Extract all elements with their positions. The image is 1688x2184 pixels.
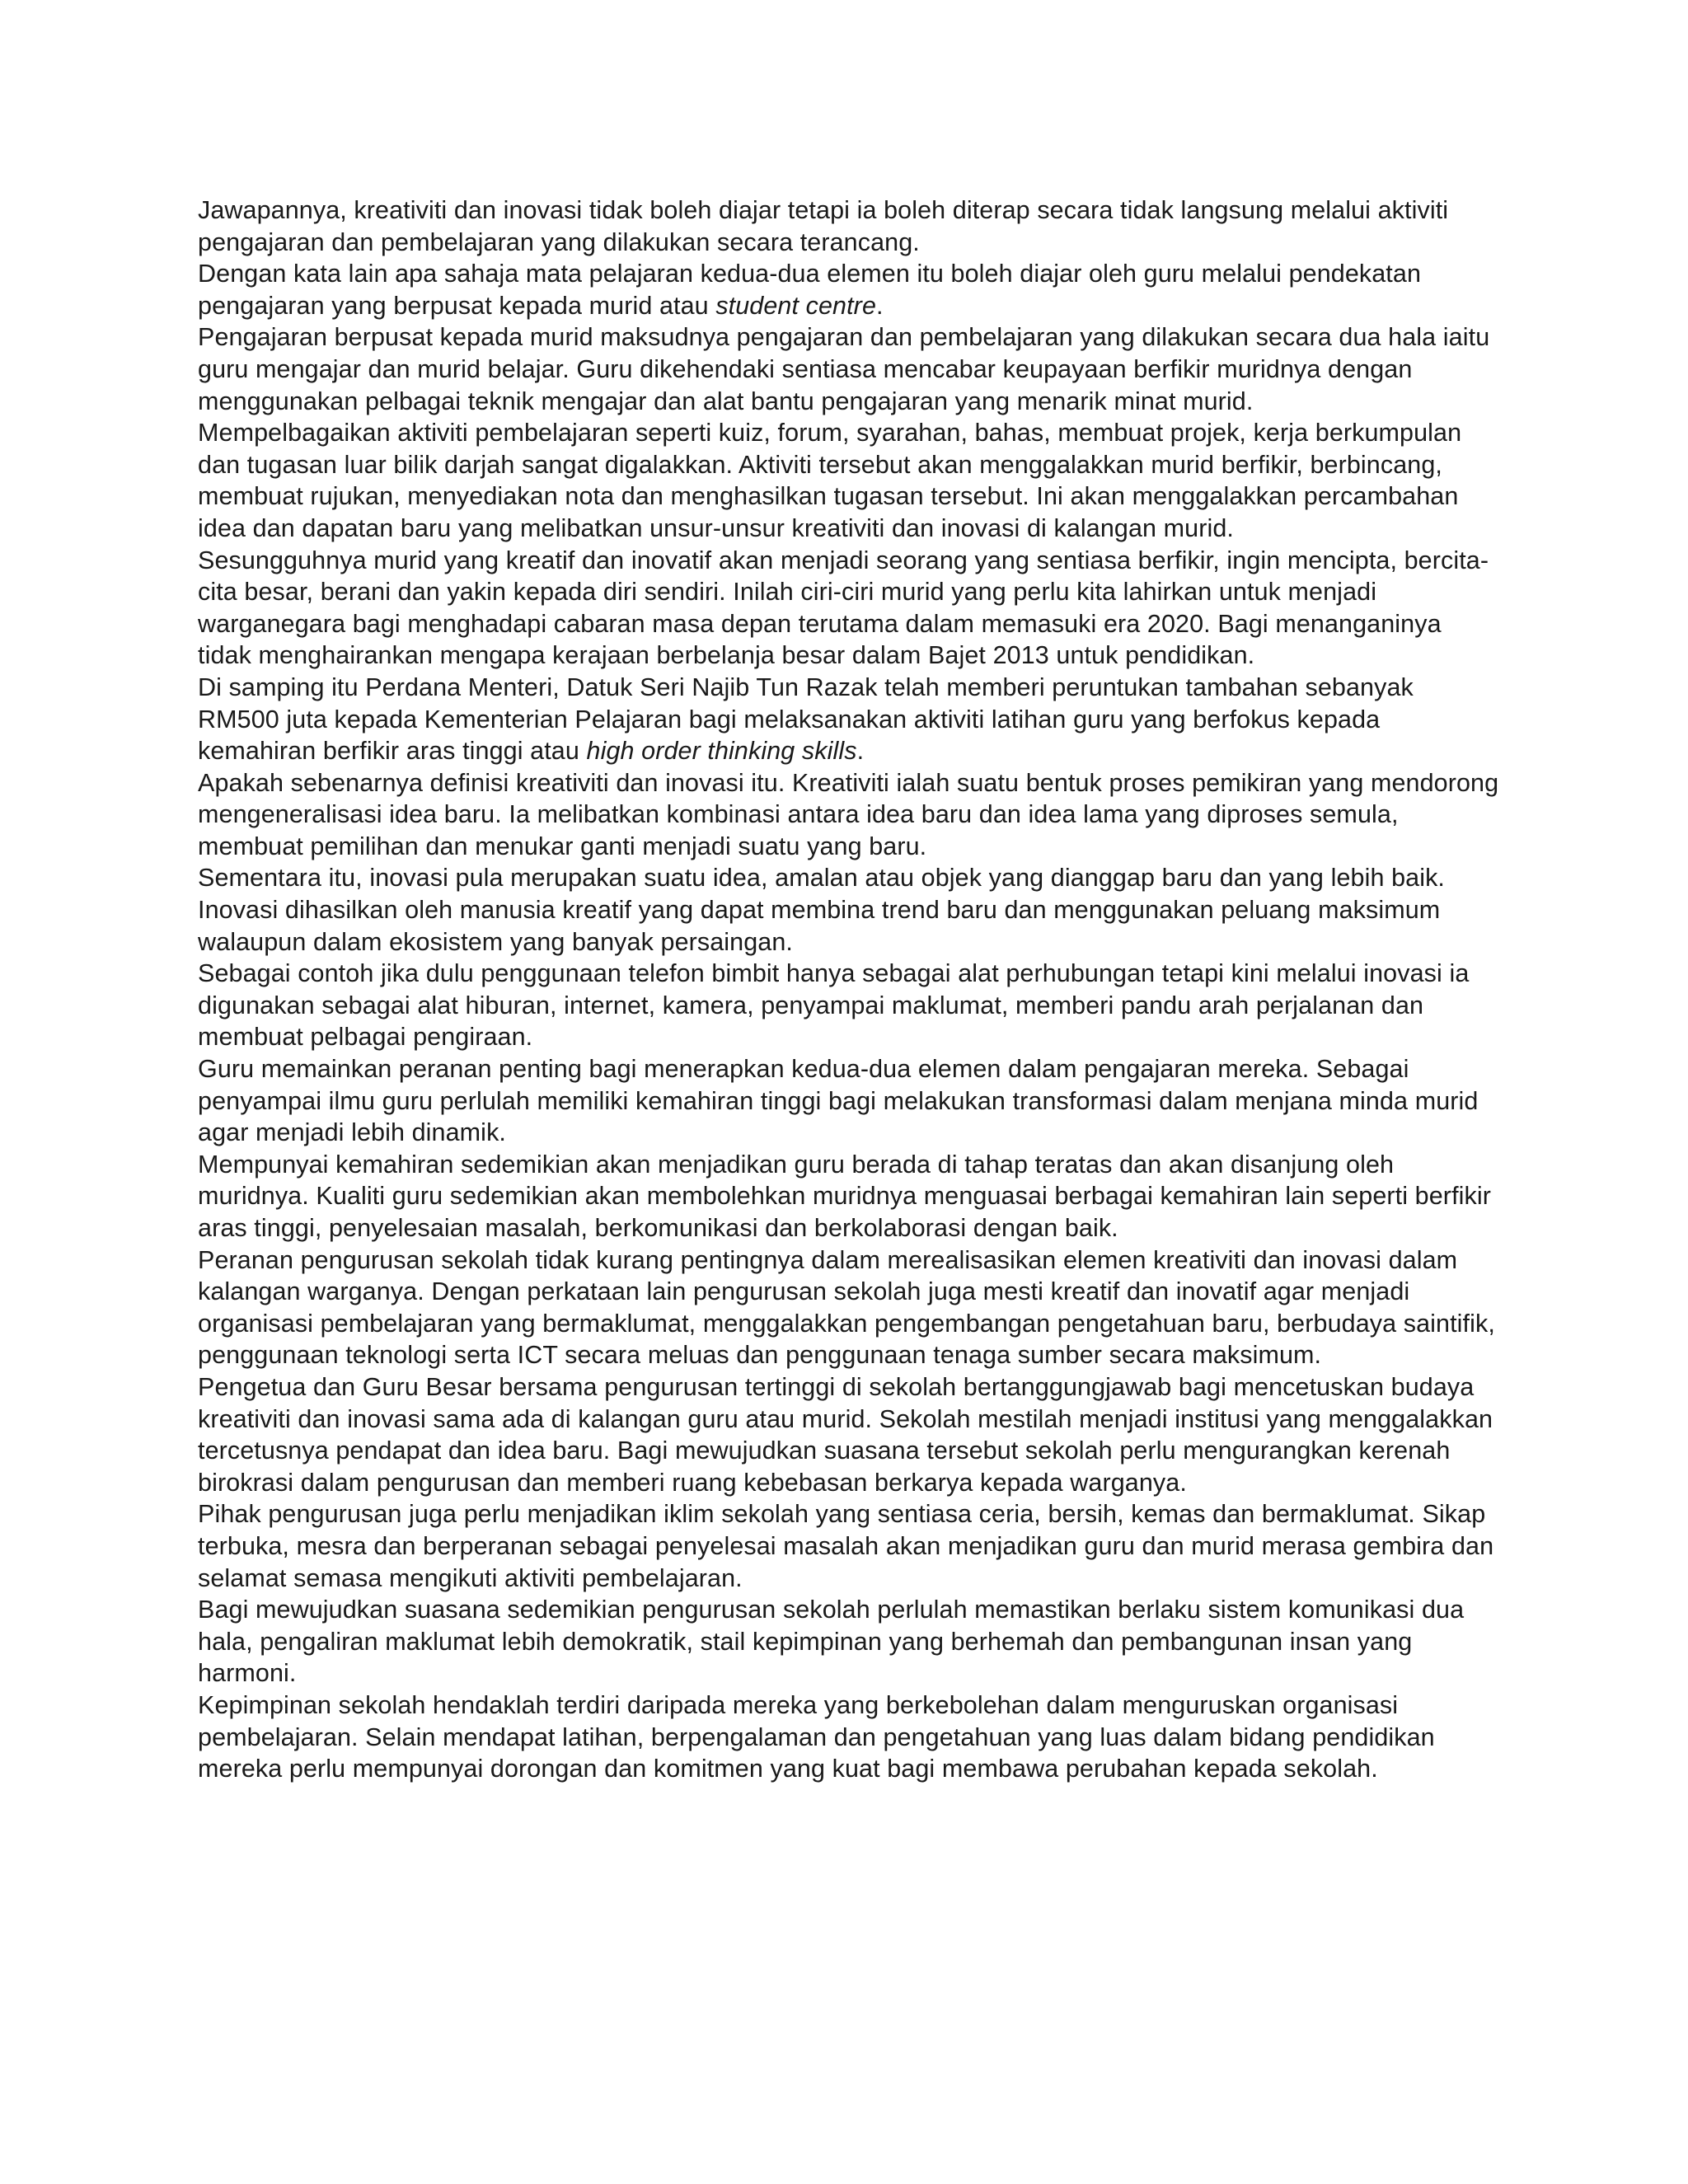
paragraph	[198, 417, 1500, 544]
paragraph-text: Jawapannya, kreativiti dan inovasi tidak boleh diajar tetapi ia boleh diterap secara tidak langsung melalui aktiviti pengajaran dan pembelajaran yang dilakukan secara terancang.	[198, 196, 1449, 256]
paragraph-text: Sementara itu, inovasi pula merupakan suatu idea, amalan atau objek yang dianggap baru dan yang lebih baik. Inovasi dihasilkan oleh manusia kreatif yang dapat membina trend baru dan menggunakan peluang maksimum walaupun dalam ekosistem yang banyak persaingan.	[198, 864, 1446, 956]
paragraph	[198, 958, 1500, 1053]
paragraph-text: Mempelbagaikan aktiviti pembelajaran seperti kuiz, forum, syarahan, bahas, membuat projek, kerja berkumpulan dan tugasan luar bilik darjah sangat digalakkan. Aktiviti tersebut akan menggalakkan murid berfikir, berbincang, membuat rujukan, menyediakan nota dan menghasilkan tugasan tersebut. Ini akan menggalakkan percambahan idea dan dapatan baru yang melibatkan unsur-unsur kreativiti dan inovasi di kalangan murid.	[198, 419, 1462, 542]
paragraph-text: Dengan kata lain apa sahaja mata pelajaran kedua-dua elemen itu boleh diajar oleh guru melalui pendekatan pengajaran yang berpusat kepada murid atau	[198, 260, 1422, 320]
paragraph-text: .	[856, 737, 865, 766]
paragraph	[198, 321, 1500, 417]
paragraph-text: Guru memainkan peranan penting bagi menerapkan kedua-dua elemen dalam pengajaran mereka. Sebagai penyampai ilmu guru perlulah memiliki kemahiran tinggi bagi melakukan transformasi dalam menjana minda murid agar menjadi lebih dinamik.	[198, 1055, 1479, 1147]
document-body	[198, 194, 1500, 1785]
paragraph	[198, 545, 1500, 672]
paragraph	[198, 672, 1500, 767]
paragraph-text: Pengajaran berpusat kepada murid maksudnya pengajaran dan pembelajaran yang dilakukan secara dua hala iaitu guru mengajar dan murid belajar. Guru dikehendaki sentiasa mencabar keupayaan berfikir muridnya dengan menggunakan pelbagai teknik mengajar dan alat bantu pengajaran yang menarik minat murid.	[198, 323, 1490, 415]
paragraph	[198, 194, 1500, 258]
paragraph	[198, 1149, 1500, 1244]
paragraph-text: Pengetua dan Guru Besar bersama pengurusan tertinggi di sekolah bertanggungjawab bagi mencetuskan budaya kreativiti dan inovasi sama ada di kalangan guru atau murid. Sekolah mestilah menjadi institusi yang menggalakkan tercetusnya pendapat dan idea baru. Bagi mewujudkan suasana tersebut sekolah perlu mengurangkan kerenah birokrasi dalam pengurusan dan memberi ruang kebebasan berkarya kepada warganya.	[198, 1372, 1493, 1497]
paragraph-text: Kepimpinan sekolah hendaklah terdiri daripada mereka yang berkebolehan dalam menguruskan organisasi pembelajaran. Selain mendapat latihan, berpengalaman dan pengetahuan yang luas dalam bidang pendidikan mereka perlu mempunyai dorongan dan komitmen yang kuat bagi membawa perubahan kepada sekolah.	[198, 1690, 1435, 1783]
paragraph	[198, 1690, 1500, 1785]
paragraph-text: Bagi mewujudkan suasana sedemikian pengurusan sekolah perlulah memastikan berlaku sistem komunikasi dua hala, pengaliran maklumat lebih demokratik, stail kepimpinan yang berhemah dan pembangunan insan yang harmoni.	[198, 1596, 1465, 1688]
paragraph	[198, 1371, 1500, 1498]
paragraph-italic-text: student centre	[715, 291, 877, 320]
paragraph	[198, 862, 1500, 958]
paragraph	[198, 1594, 1500, 1690]
paragraph-text: Mempunyai kemahiran sedemikian akan menjadikan guru berada di tahap teratas dan akan disanjung oleh muridnya. Kualiti guru sedemikian akan membolehkan muridnya menguasai berbagai kemahiran lain seperti berfikir aras tinggi, penyelesaian masalah, berkomunikasi dan berkolaborasi dengan baik.	[198, 1150, 1492, 1242]
paragraph	[198, 767, 1500, 863]
paragraph	[198, 1498, 1500, 1594]
paragraph-text: Sesungguhnya murid yang kreatif dan inovatif akan menjadi seorang yang sentiasa berfikir, ingin mencipta, bercita-cita besar, berani dan yakin kepada diri sendiri. Inilah ciri-ciri murid yang perlu kita lahirkan untuk menjadi warganegara bagi menghadapi cabaran masa depan terutama dalam memasuki era 2020. Bagi menanganinya tidak menghairankan mengapa kerajaan berbelanja besar dalam Bajet 2013 untuk pendidikan.	[198, 546, 1489, 670]
paragraph-text: .	[876, 291, 884, 320]
paragraph-text: Sebagai contoh jika dulu penggunaan telefon bimbit hanya sebagai alat perhubungan tetapi kini melalui inovasi ia digunakan sebagai alat hiburan, internet, kamera, penyampai maklumat, memberi pandu arah perjalanan dan membuat pelbagai pengiraan.	[198, 959, 1470, 1052]
paragraph-text: Peranan pengurusan sekolah tidak kurang pentingnya dalam merealisasikan elemen kreativiti dan inovasi dalam kalangan warganya. Dengan perkataan lain pengurusan sekolah juga mesti kreatif dan inovatif agar menjadi organisasi pembelajaran yang bermaklumat, menggalakkan pengembangan pengetahuan baru, berbudaya saintifik, penggunaan teknologi serta ICT secara meluas dan penggunaan tenaga sumber secara maksimum.	[198, 1245, 1495, 1370]
paragraph	[198, 1053, 1500, 1149]
paragraph-text: Pihak pengurusan juga perlu menjadikan iklim sekolah yang sentiasa ceria, bersih, kemas dan bermaklumat. Sikap terbuka, mesra dan berperanan sebagai penyelesai masalah akan menjadikan guru dan murid merasa gembira dan selamat semasa mengikuti aktiviti pembelajaran.	[198, 1500, 1494, 1592]
paragraph-text: Di samping itu Perdana Menteri, Datuk Seri Najib Tun Razak telah memberi peruntukan tambahan sebanyak RM500 juta kepada Kementerian Pelajaran bagi melaksanakan aktiviti latihan guru yang berfokus kepada kemahiran berfikir aras tinggi atau	[198, 673, 1414, 766]
paragraph	[198, 258, 1500, 321]
paragraph-text: Apakah sebenarnya definisi kreativiti dan inovasi itu. Kreativiti ialah suatu bentuk proses pemikiran yang mendorong mengeneralisasi idea baru. Ia melibatkan kombinasi antara idea baru dan idea lama yang diproses semula, membuat pemilihan dan menukar ganti menjadi suatu yang baru.	[198, 768, 1499, 860]
paragraph	[198, 1244, 1500, 1371]
paragraph-italic-text: high order thinking skills	[586, 737, 857, 766]
